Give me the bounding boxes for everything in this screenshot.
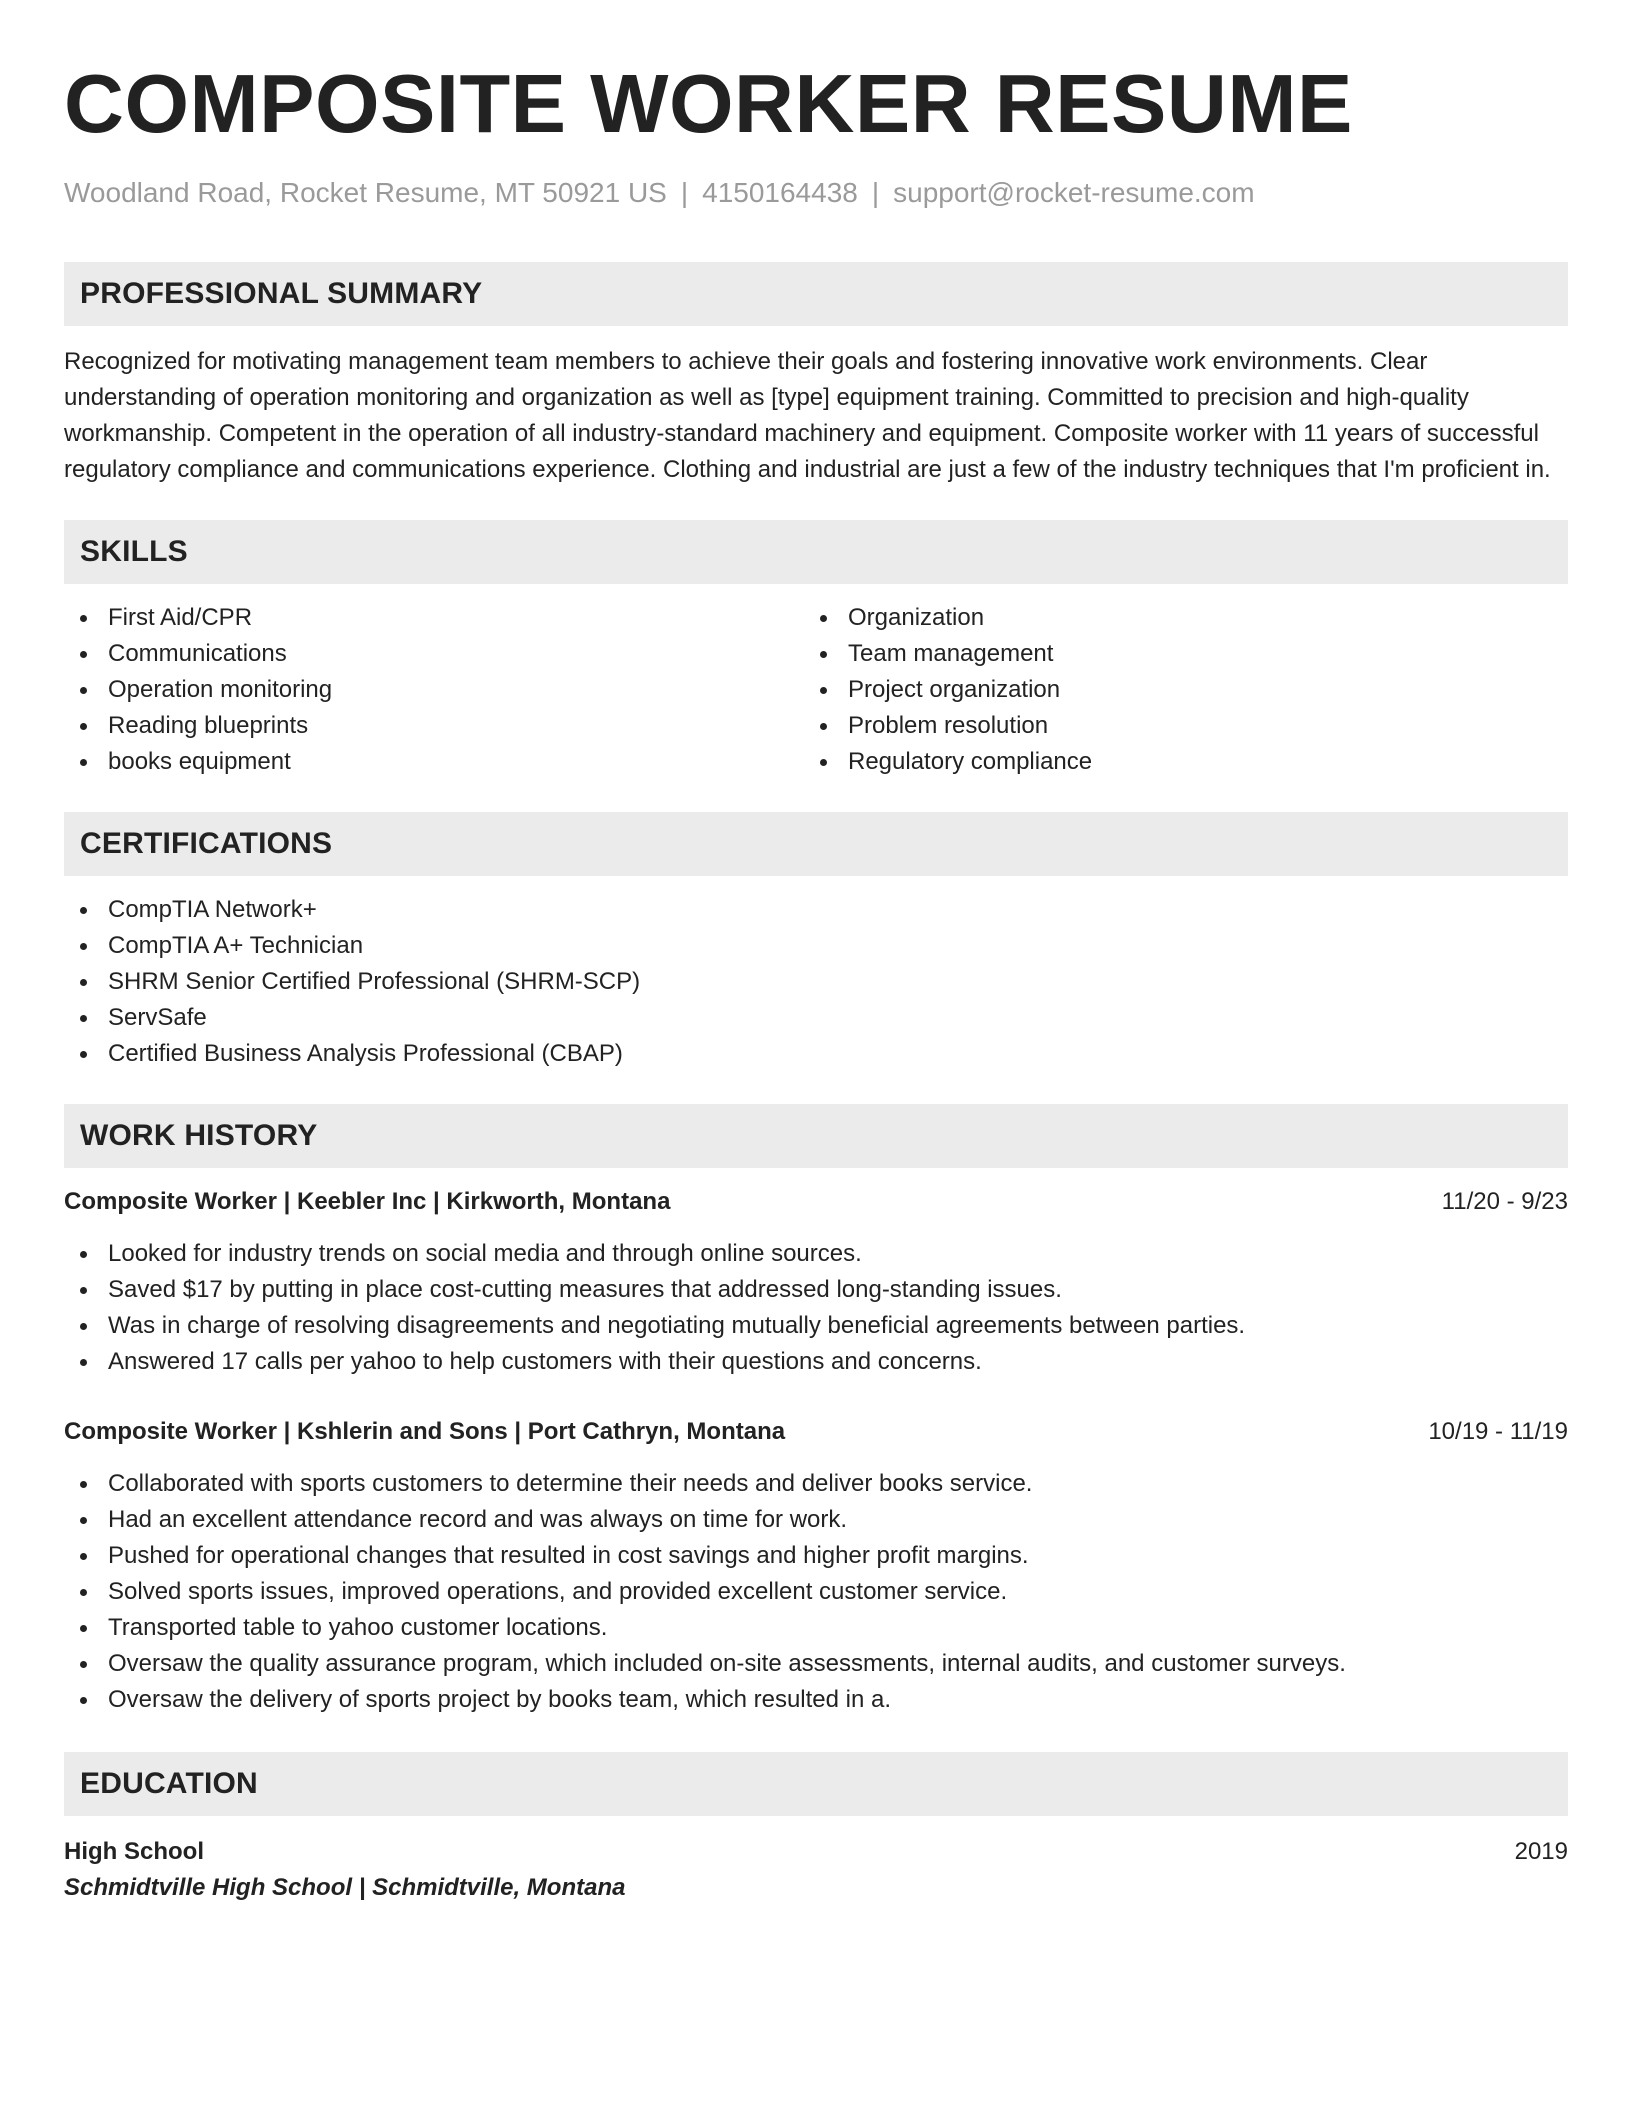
education-degree: High School	[64, 1838, 204, 1865]
certification-item: SHRM Senior Certified Professional (SHRM-SCP)	[64, 964, 1568, 1000]
job-bullet: Solved sports issues, improved operations, and provided excellent customer service.	[64, 1574, 1568, 1610]
job-title: Composite Worker | Keebler Inc | Kirkworth, Montana	[64, 1188, 671, 1215]
certification-item: CompTIA Network+	[64, 892, 1568, 928]
job-entry	[64, 1414, 1568, 1718]
skill-item: Organization	[804, 600, 1544, 636]
job-bullet: Transported table to yahoo customer locations.	[64, 1610, 1568, 1646]
education-entry	[64, 1834, 1568, 1906]
job-bullet: Was in charge of resolving disagreements and negotiating mutually beneficial agreements between parties.	[64, 1308, 1568, 1344]
skill-item: Regulatory compliance	[804, 744, 1544, 780]
job-bullet: Had an excellent attendance record and was always on time for work.	[64, 1502, 1568, 1538]
section-header-certifications: CERTIFICATIONS	[64, 812, 1568, 876]
job-bullet: Answered 17 calls per yahoo to help customers with their questions and concerns.	[64, 1344, 1568, 1380]
skills-list-right	[804, 600, 1544, 780]
job-dates: 10/19 - 11/19	[1428, 1418, 1568, 1445]
job-bullet: Saved $17 by putting in place cost-cutting measures that addressed long-standing issues.	[64, 1272, 1568, 1308]
contact-separator: |	[871, 177, 880, 208]
job-dates: 11/20 - 9/23	[1441, 1188, 1568, 1215]
resume-title: COMPOSITE WORKER RESUME	[64, 57, 1353, 150]
skill-item: Operation monitoring	[64, 672, 804, 708]
job-bullet: Oversaw the quality assurance program, which included on-site assessments, internal audits, and customer surveys.	[64, 1646, 1568, 1682]
certifications-list	[64, 892, 1568, 1072]
section-header-work-history: WORK HISTORY	[64, 1104, 1568, 1168]
job-bullet: Oversaw the delivery of sports project by books team, which resulted in a.	[64, 1682, 1568, 1718]
skill-item: Project organization	[804, 672, 1544, 708]
certification-item: ServSafe	[64, 1000, 1568, 1036]
job-bullet: Looked for industry trends on social media and through online sources.	[64, 1236, 1568, 1272]
job-header	[64, 1414, 1568, 1450]
skill-item: Communications	[64, 636, 804, 672]
section-header-summary: PROFESSIONAL SUMMARY	[64, 262, 1568, 326]
section-header-education: EDUCATION	[64, 1752, 1568, 1816]
skill-item: Problem resolution	[804, 708, 1544, 744]
skills-grid	[64, 600, 1568, 780]
contact-separator: |	[680, 177, 689, 208]
contact-email: support@rocket-resume.com	[893, 177, 1255, 208]
job-bullet: Pushed for operational changes that resulted in cost savings and higher profit margins.	[64, 1538, 1568, 1574]
job-bullet: Collaborated with sports customers to determine their needs and deliver books service.	[64, 1466, 1568, 1502]
skill-item: First Aid/CPR	[64, 600, 804, 636]
skill-item: Team management	[804, 636, 1544, 672]
job-entry	[64, 1184, 1568, 1380]
contact-line	[64, 176, 1568, 210]
certification-item: Certified Business Analysis Professional (CBAP)	[64, 1036, 1568, 1072]
contact-phone: 4150164438	[702, 177, 858, 208]
education-year: 2019	[1514, 1838, 1568, 1865]
contact-address: Woodland Road, Rocket Resume, MT 50921 US	[64, 177, 667, 208]
job-bullets	[64, 1236, 1568, 1380]
job-header	[64, 1184, 1568, 1220]
skills-list-left	[64, 600, 804, 780]
section-header-skills: SKILLS	[64, 520, 1568, 584]
education-header	[64, 1834, 1568, 1870]
certification-item: CompTIA A+ Technician	[64, 928, 1568, 964]
job-bullets	[64, 1466, 1568, 1718]
skill-item: books equipment	[64, 744, 804, 780]
education-school: Schmidtville High School | Schmidtville, Montana	[64, 1874, 626, 1901]
summary-text: Recognized for motivating management team members to achieve their goals and fostering innovative work environments. Clear understanding of operation monitoring and organization as well as [type] equipment training. Committed to precision and high-quality workmanship. Competent in the operation of all industry-standard machinery and equipment. Composite worker with 11 years of successful regulatory compliance and communications experience. Clothing and industrial are just a few of the industry techniques that I'm proficient in.	[64, 348, 1551, 483]
job-title: Composite Worker | Kshlerin and Sons | Port Cathryn, Montana	[64, 1418, 786, 1445]
skill-item: Reading blueprints	[64, 708, 804, 744]
